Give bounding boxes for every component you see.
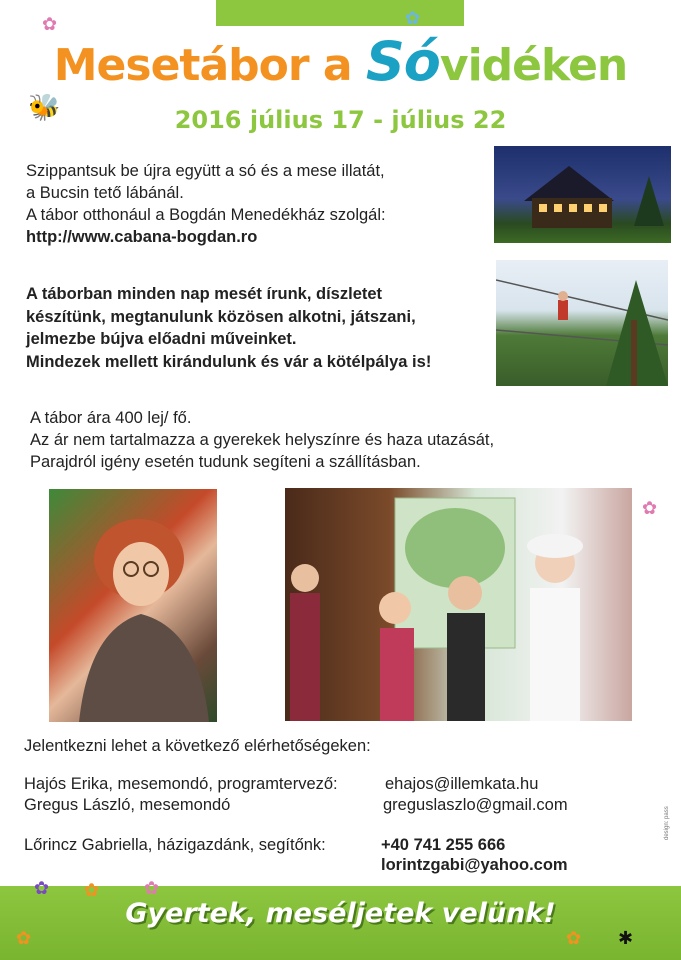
camp-dates: 2016 július 17 - július 22 (174, 106, 507, 134)
footer-slogan: Gyertek, meséljetek velünk! (125, 898, 556, 929)
title-part-2: vidéken (439, 40, 628, 91)
design-credit: design: pass (664, 806, 670, 840)
title-so: Só (365, 30, 440, 93)
contact-name: Lőrincz Gabriella, házigazdánk, segítőnk: (24, 836, 326, 854)
intro-line: a Bucsin tető lábánál. (26, 184, 184, 202)
activities-line: Mindezek mellett kirándulunk és vár a kötélpálya is! (26, 352, 432, 371)
activities-paragraph (26, 283, 496, 373)
title-part-1: Mesetábor a (53, 40, 366, 91)
spider-icon: ✱ (618, 928, 634, 948)
top-green-bar (216, 0, 464, 26)
page-title (0, 30, 681, 93)
price-line: A tábor ára 400 lej/ fő. (30, 409, 192, 427)
children-group-photo (285, 488, 632, 721)
flower-icon: ✿ (84, 880, 100, 900)
contacts-heading: Jelentkezni lehet a következő elérhetőségeken: (24, 737, 371, 755)
activities-line: jelmezbe bújva előadni műveinket. (26, 330, 297, 348)
contact-phone[interactable]: +40 741 255 666 (381, 836, 506, 854)
contact-email[interactable]: ehajos@illemkata.hu (385, 775, 539, 793)
flower-icon: ✿ (16, 928, 32, 948)
intro-paragraph (26, 160, 486, 248)
price-paragraph (30, 407, 550, 473)
price-line: Parajdról igény esetén tudunk segíteni a szállításban. (30, 453, 421, 471)
bee-icon: 🐝 (28, 92, 61, 122)
contact-name: Hajós Erika, mesemondó, programtervező: (24, 775, 338, 793)
flower-icon: ✿ (642, 498, 658, 518)
intro-line: Szippantsuk be újra együtt a só és a mese illatát, (26, 162, 385, 180)
contact-email[interactable]: greguslaszlo@gmail.com (383, 796, 568, 814)
website-link[interactable]: http://www.cabana-bogdan.ro (26, 228, 258, 246)
activities-line: A táborban minden nap mesét írunk, díszletet (26, 285, 383, 303)
activities-line: készítünk, megtanulunk közösen alkotni, játszani, (26, 307, 416, 326)
contact-name: Gregus László, mesemondó (24, 796, 231, 814)
flower-icon: ✿ (405, 8, 421, 28)
girl-in-costume-photo (49, 489, 217, 722)
flower-icon: ✿ (34, 878, 50, 898)
intro-line: A tábor otthonául a Bogdán Menedékház szolgál: (26, 206, 386, 224)
rope-course-photo (496, 260, 668, 386)
flower-icon: ✿ (144, 878, 160, 898)
contact-email[interactable]: lorintzgabi@yahoo.com (381, 856, 568, 874)
flower-icon: ✿ (42, 14, 58, 34)
price-line: Az ár nem tartalmazza a gyerekek helyszínre és haza utazását, (30, 431, 495, 449)
flower-icon: ✿ (566, 928, 582, 948)
chalet-photo (494, 146, 671, 243)
